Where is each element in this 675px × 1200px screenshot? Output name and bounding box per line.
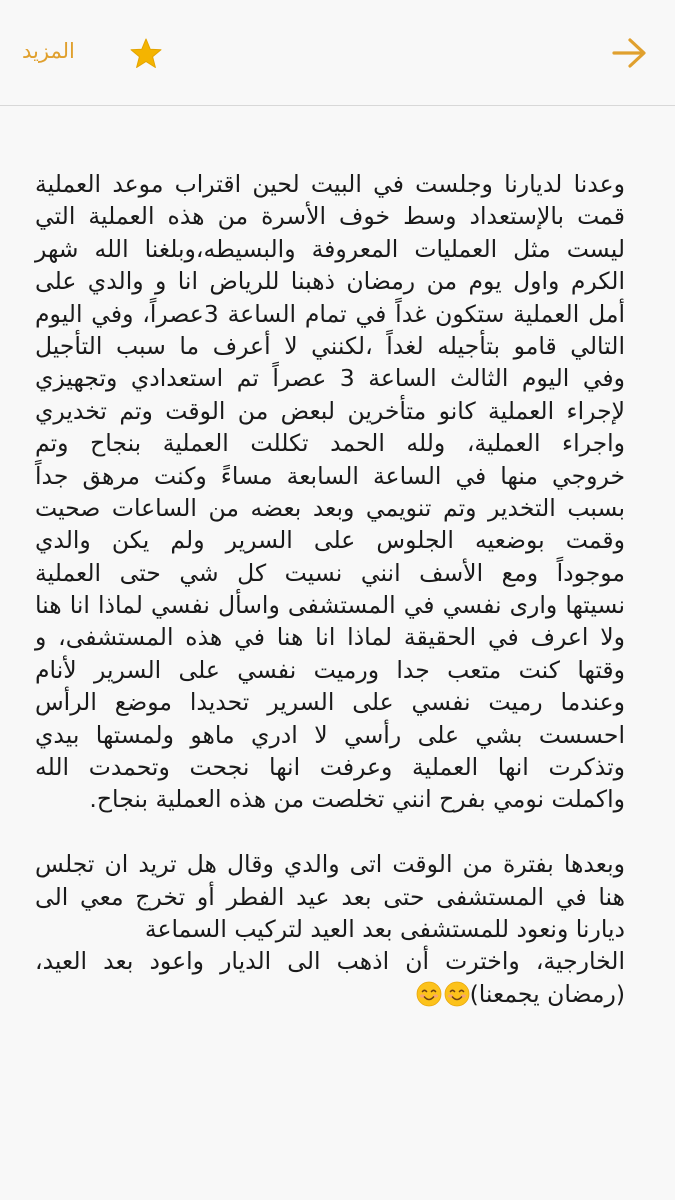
closing-line bbox=[35, 978, 625, 1010]
smiling-face-emoji bbox=[444, 981, 470, 1007]
text-line: احسست بشي على رأسي لا ادري ماهو ولمستها بيدي bbox=[35, 720, 625, 749]
text-line: لإجراء العملية كانو متأخرين لبعض من الوقت وتم تخديري bbox=[35, 396, 625, 425]
text-line: واجراء العملية، ولله الحمد تكللت العملية بنجاح وتم bbox=[35, 429, 625, 458]
text-line: موجوداً ومع الأسف انني نسيت كل شي حتى العملية bbox=[35, 558, 625, 587]
arrow-right-icon bbox=[609, 34, 651, 72]
top-toolbar bbox=[0, 0, 675, 106]
paragraph-2 bbox=[35, 848, 625, 1010]
text-line: وتذكرت انها العملية وعرفت انها نجحت وتحمدت الله bbox=[35, 753, 625, 782]
text-line: خروجي منها في الساعة السابعة مساءً وكنت مرهق جداً bbox=[35, 461, 625, 490]
closing-text: (رمضان يجمعنا) bbox=[469, 979, 625, 1008]
note-body bbox=[35, 168, 625, 1010]
text-line: واكملت نومي بفرح انني تخلصت من هذه العملية بنجاح. bbox=[89, 785, 625, 814]
text-line: نسيتها وارى نفسي في المستشفى واسأل نفسي لماذا انا هنا bbox=[35, 591, 625, 620]
text-line: وفي اليوم الثالث الساعة 3 عصراً تم استعدادي وتجهيزي bbox=[35, 364, 625, 393]
back-button[interactable] bbox=[609, 34, 651, 72]
paragraph-1 bbox=[35, 168, 625, 816]
text-line: وقمت بوضعيه الجلوس على السرير ولم يكن والدي bbox=[35, 526, 625, 555]
text-line: التالي قامو بتأجيله لغداً ،لكنني لا أعرف ما سبب التأجيل bbox=[35, 331, 625, 360]
smiling-face-emoji bbox=[416, 981, 442, 1007]
text-line: قمت بالإستعداد وسط خوف الأسرة من هذه العملية التي bbox=[35, 202, 625, 231]
text-line: ليست مثل العمليات المعروفة والبسيطه،وبلغنا الله شهر bbox=[35, 234, 625, 263]
text-line: وقتها كنت متعب جدا ورميت نفسي على السرير لأنام bbox=[35, 655, 625, 684]
more-button[interactable]: المزيد bbox=[22, 39, 75, 63]
star-icon bbox=[128, 36, 164, 72]
text-line: ديارنا ونعود للمستشفى بعد العيد لتركيب السماعة bbox=[144, 914, 625, 943]
text-line: بسبب التخدير وتم تنويمي وبعد بعضه من الساعات صحيت bbox=[35, 493, 625, 522]
favorite-button[interactable] bbox=[128, 36, 164, 72]
paragraph-gap bbox=[35, 816, 625, 848]
text-line: ولا اعرف في الحقيقة لماذا انا هنا في هذه المستشفى، و bbox=[35, 623, 625, 652]
text-line: الكرم واول يوم من رمضان ذهبنا للرياض انا و والدي على bbox=[35, 267, 625, 296]
text-line: أمل العملية ستكون غداً في تمام الساعة 3عصراً، وفي اليوم bbox=[35, 299, 625, 328]
text-line: الخارجية، واخترت أن اذهب الى الديار واعود بعد العيد، bbox=[35, 947, 625, 976]
text-line: هنا في المستشفى حتى بعد عيد الفطر أو تخرج معي الى bbox=[35, 882, 625, 911]
text-line: وعندما رميت نفسي على السرير تحديدا موضع الرأس bbox=[35, 688, 625, 717]
text-line: وعدنا لديارنا وجلست في البيت لحين اقتراب موعد العملية bbox=[35, 170, 625, 198]
text-line: وبعدها بفترة من الوقت اتى والدي وقال هل تريد ان تجلس bbox=[35, 850, 625, 879]
